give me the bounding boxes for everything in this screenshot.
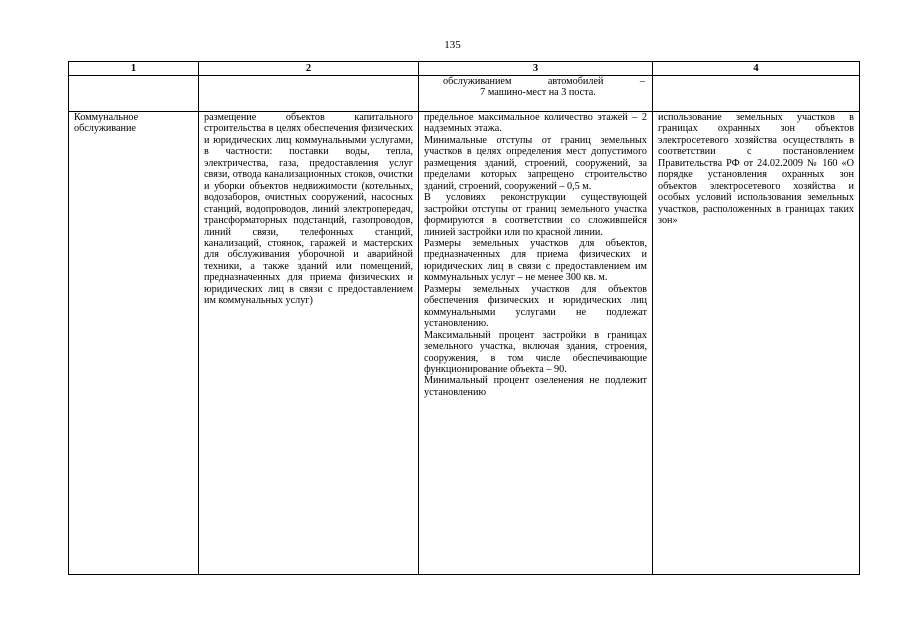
continuation-cell-1 <box>69 76 199 112</box>
continuation-cell-4 <box>653 76 860 112</box>
table-header-row <box>69 62 860 76</box>
continuation-line: 7 машино-мест на 3 поста. <box>480 87 596 99</box>
parameter-paragraph: Минимальные отступы от границ земельных участков в целях определения мест допустимого размещения зданий, строений, сооружений, за пределами которых запрещено строительство зданий, строений, сооружений – 0,5 м. <box>424 134 647 192</box>
page-number: 135 <box>444 39 461 51</box>
use-description-cell <box>199 112 419 575</box>
parameter-paragraph: Размеры земельных участков для объектов обеспечения физических и юридических лиц коммунальными услугами не подлежат установлению. <box>424 283 647 330</box>
parameter-paragraph: Минимальный процент озеленения не подлежит установлению <box>424 375 647 398</box>
use-type-name: Коммунальное обслуживание <box>74 112 139 135</box>
restrictions-text: использование земельных участков в границах охранных зон объектов электросетевого хозяйства осуществлять в соответствии с постановлением Правительства РФ от 24.02.2009 № 160 «О порядке установления охранных зон объектов электросетевого хозяйства и особых условий использования земельных участков, расположенных в границах таких зон» <box>658 112 854 227</box>
restrictions-cell <box>653 112 860 575</box>
column-header-3: 3 <box>419 62 653 76</box>
table-row-communal-services <box>69 112 860 575</box>
column-header-2: 2 <box>199 62 419 76</box>
parameter-paragraph: Максимальный процент застройки в границах земельного участка, включая здания, строения, сооружения, в том числе обеспечивающие функционирование объекта – 90. <box>424 329 647 375</box>
use-type-cell <box>69 112 199 575</box>
use-description: размещение объектов капитального строительства в целях обеспечения физических и юридических лиц коммунальными услугами, в частности: поставки воды, тепла, электричества, газа, предоставления услуг связи, отвода канализационных стоков, очистки и уборки объектов недвижимости (котельных, водозаборов, очистных сооружений, насосных станций, водопроводов, линий электропередач, трансформаторных подстанций, газопроводов, линий связи, телефонных станций, канализаций, стоянок, гаражей и мастерских для обслуживания уборочной и аварийной техники, а также зданий или помещений, предназначенных для приема физических и юридических лиц в связи с предоставлением им коммунальных услуг) <box>204 112 413 307</box>
continuation-cell-2 <box>199 76 419 112</box>
continuation-cell-3 <box>419 76 653 112</box>
parameter-paragraph: В условиях реконструкции существующей застройки отступы от границ земельного участка формируются в соответствии со сложившейся линией застройки или по красной линии. <box>424 192 647 238</box>
column-header-4: 4 <box>653 62 860 76</box>
zoning-table <box>68 61 860 575</box>
parameter-paragraph: Размеры земельных участков для объектов, предназначенных для приема физических и юридических лиц в связи с предоставлением им коммунальных услуг – не менее 300 кв. м. <box>424 237 647 284</box>
parameter-paragraph: предельное максимальное количество этажей – 2 надземных этажа. <box>424 112 647 135</box>
parameters-cell <box>419 112 653 575</box>
column-header-1: 1 <box>69 62 199 76</box>
continuation-row <box>69 76 860 112</box>
continuation-line: обслуживанием автомобилей – <box>443 76 645 87</box>
